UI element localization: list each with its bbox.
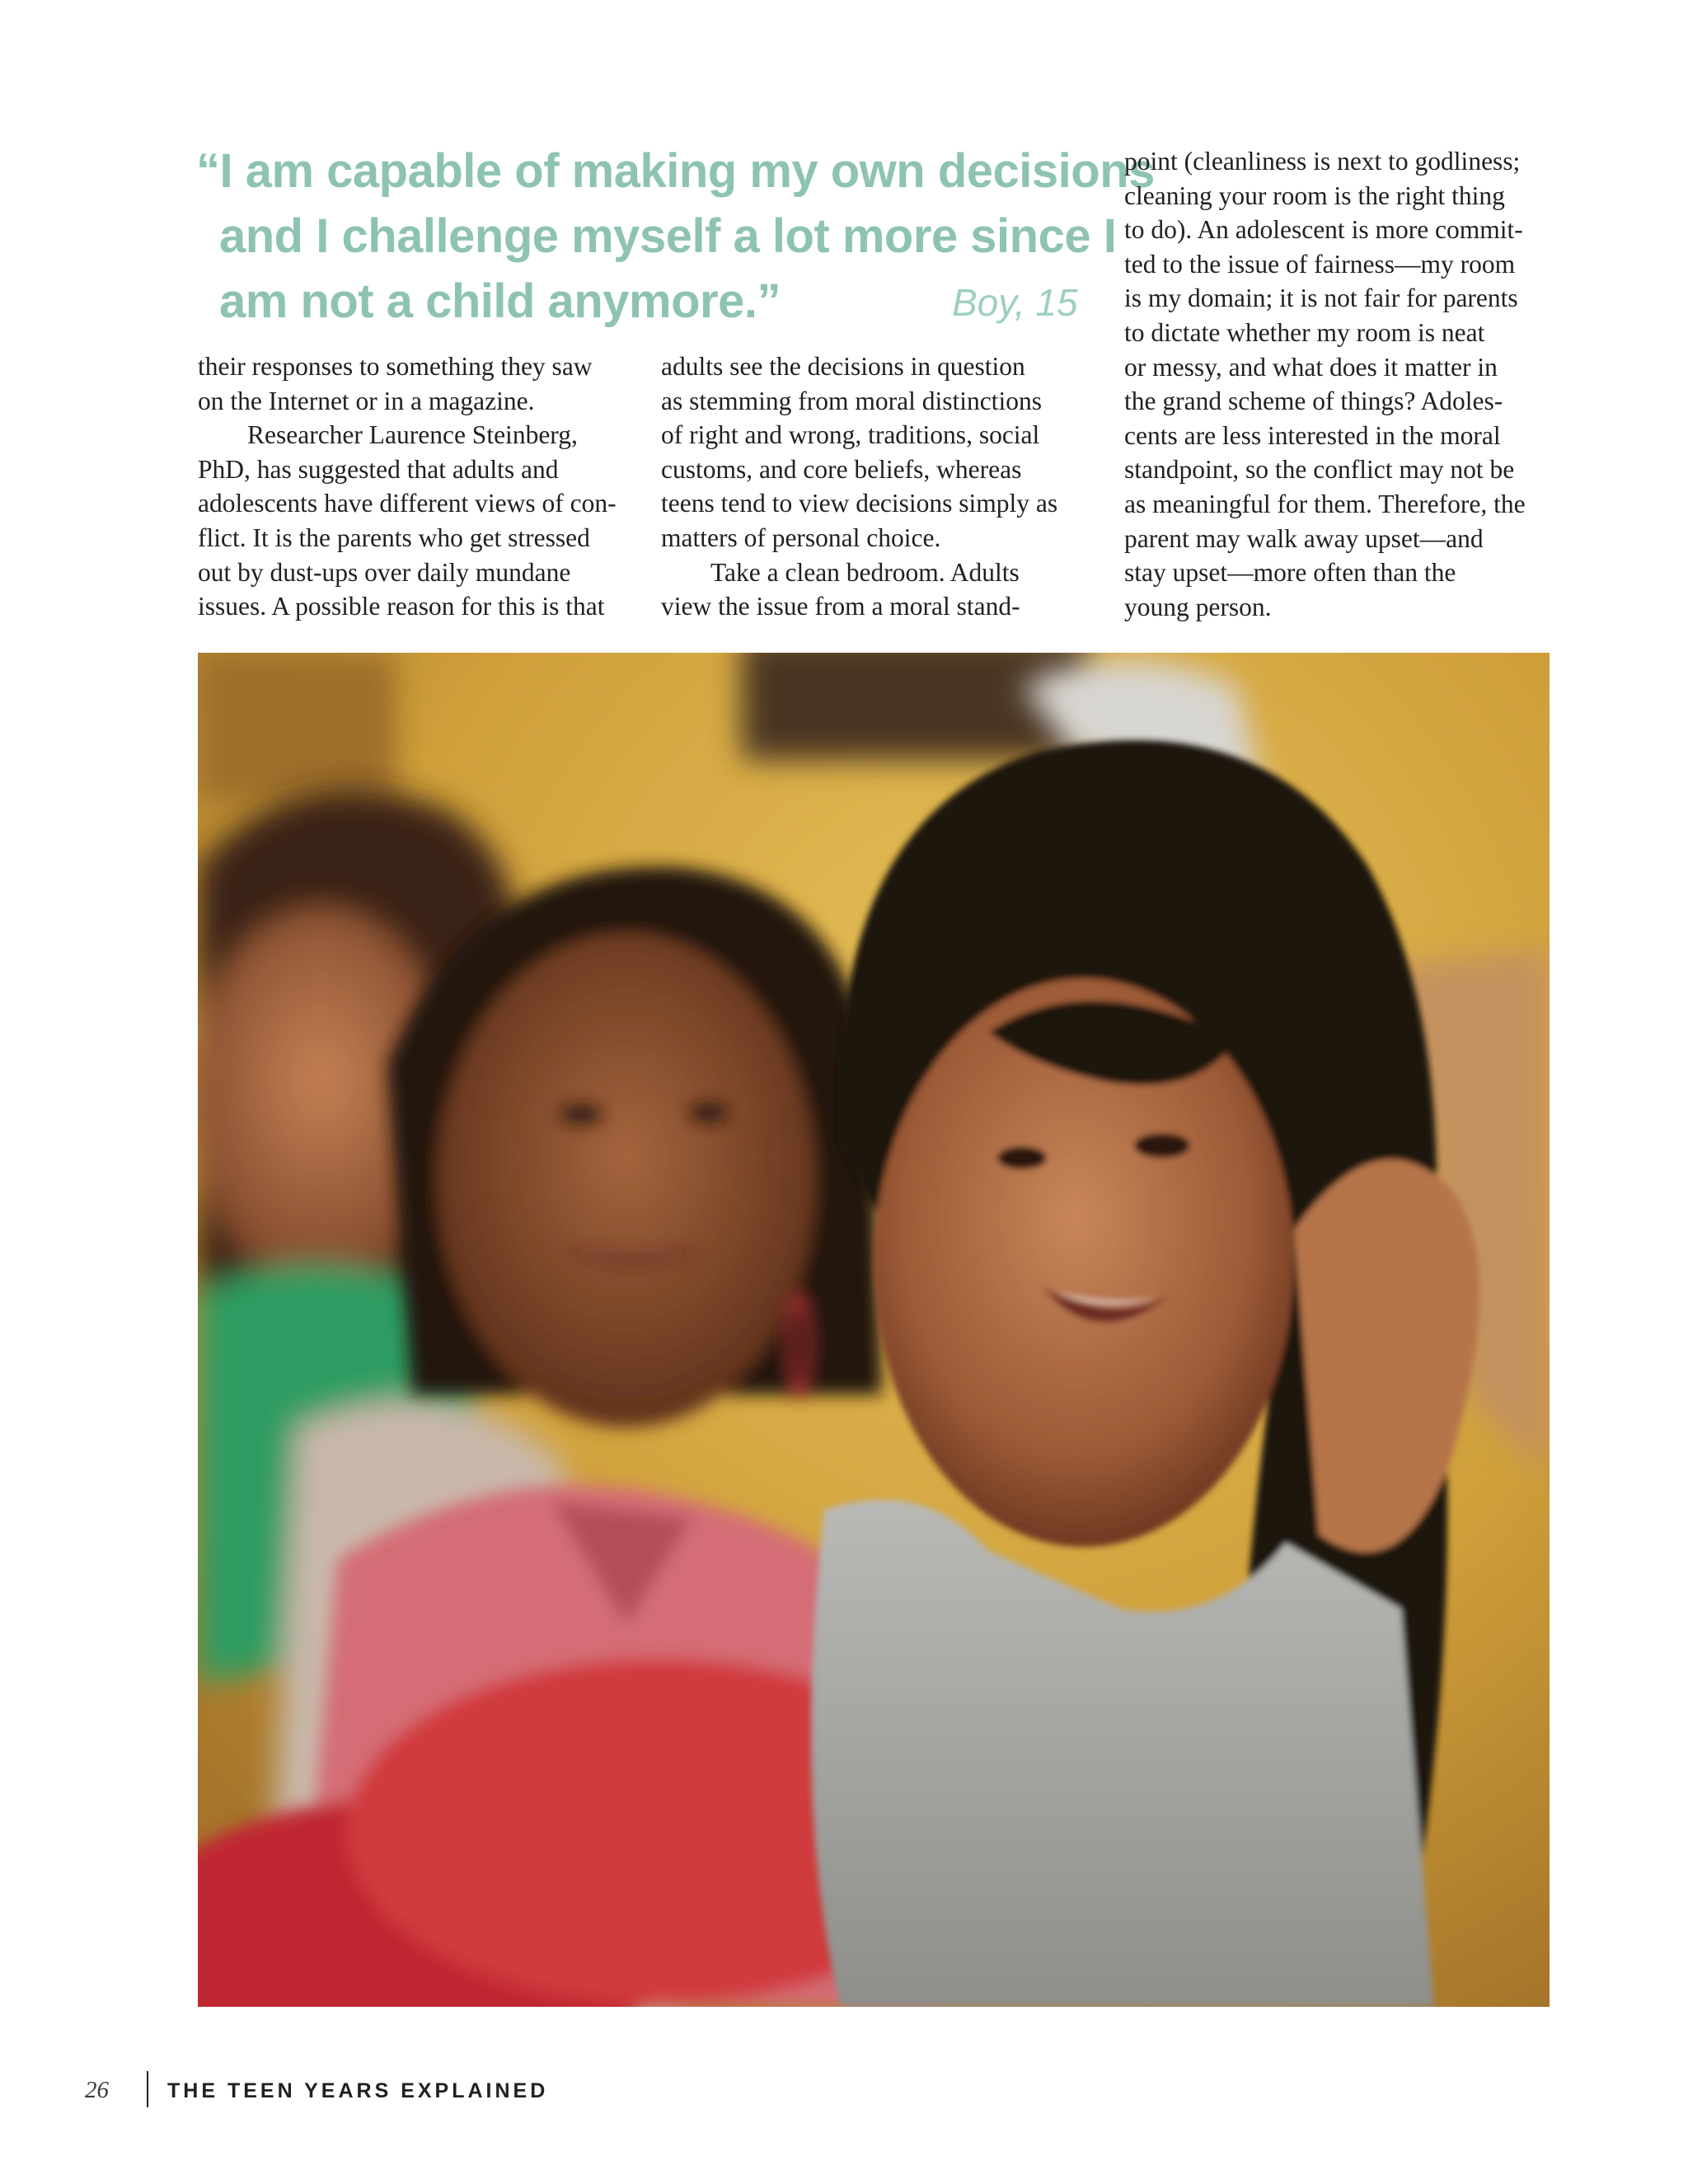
body-text-line: cleaning your room is the right thing [1124,180,1505,210]
body-text-line: parent may walk away upset—and [1124,523,1484,553]
body-text-line: on the Internet or in a magazine. [198,386,535,415]
body-text-line: issues. A possible reason for this is that [198,592,605,621]
photo-smiling-teen-girls [198,653,1550,2007]
body-text-line: their responses to something they saw [198,352,593,381]
body-text-line: teens tend to view decisions simply as [661,489,1058,518]
footer-divider [147,2071,148,2107]
body-text-line: as stemming from moral distinctions [661,386,1042,415]
body-text-line: the grand scheme of things? Adoles- [1124,387,1503,416]
page-number: 26 [85,2077,109,2103]
text-column-2 [661,349,1090,624]
pull-quote-line: am not a child anymore.” [219,274,781,328]
pull-quote-line: “I am capable of making my own decisions [196,144,1155,198]
body-text-line: view the issue from a moral stand- [661,592,1020,621]
pull-quote-attribution: Boy, 15 [952,281,1078,324]
body-text-line: matters of personal choice. [661,523,941,552]
body-text-line: out by dust-ups over daily mundane [198,557,571,587]
body-text-line: point (cleanliness is next to godliness; [1124,147,1521,176]
pull-quote-line: and I challenge myself a lot more since I [219,209,1117,263]
body-text-line: as meaningful for them. Therefore, the [1124,489,1526,518]
body-text-line: is my domain; it is not fair for parents [1124,284,1518,313]
body-text-line: cents are less interested in the moral [1124,420,1501,450]
body-text-line: flict. It is the parents who get stressed [198,523,590,552]
body-text-line: customs, and core beliefs, whereas [661,454,1022,484]
text-column-1 [198,349,626,624]
body-text-line: adolescents have different views of con- [198,489,617,518]
body-text-line: Researcher Laurence Steinberg, [247,420,578,450]
body-text-line: young person. [1124,592,1272,621]
body-text-line: or messy, and what does it matter in [1124,352,1498,382]
running-footer-title: THE TEEN YEARS EXPLAINED [167,2079,549,2102]
body-text-line: of right and wrong, traditions, social [661,420,1040,450]
body-text-line: stay upset—more often than the [1124,558,1456,588]
body-text-line: standpoint, so the conflict may not be [1124,455,1515,485]
text-column-3 [1124,144,1553,624]
body-text-line: to do). An adolescent is more commit- [1124,215,1523,245]
body-text-line: Take a clean bedroom. Adults [710,557,1020,587]
body-text-line: ted to the issue of fairness—my room [1124,249,1516,279]
body-text-line: to dictate whether my room is neat [1124,317,1485,347]
body-text-line: PhD, has suggested that adults and [198,454,559,484]
body-text-line: adults see the decisions in question [661,352,1025,381]
